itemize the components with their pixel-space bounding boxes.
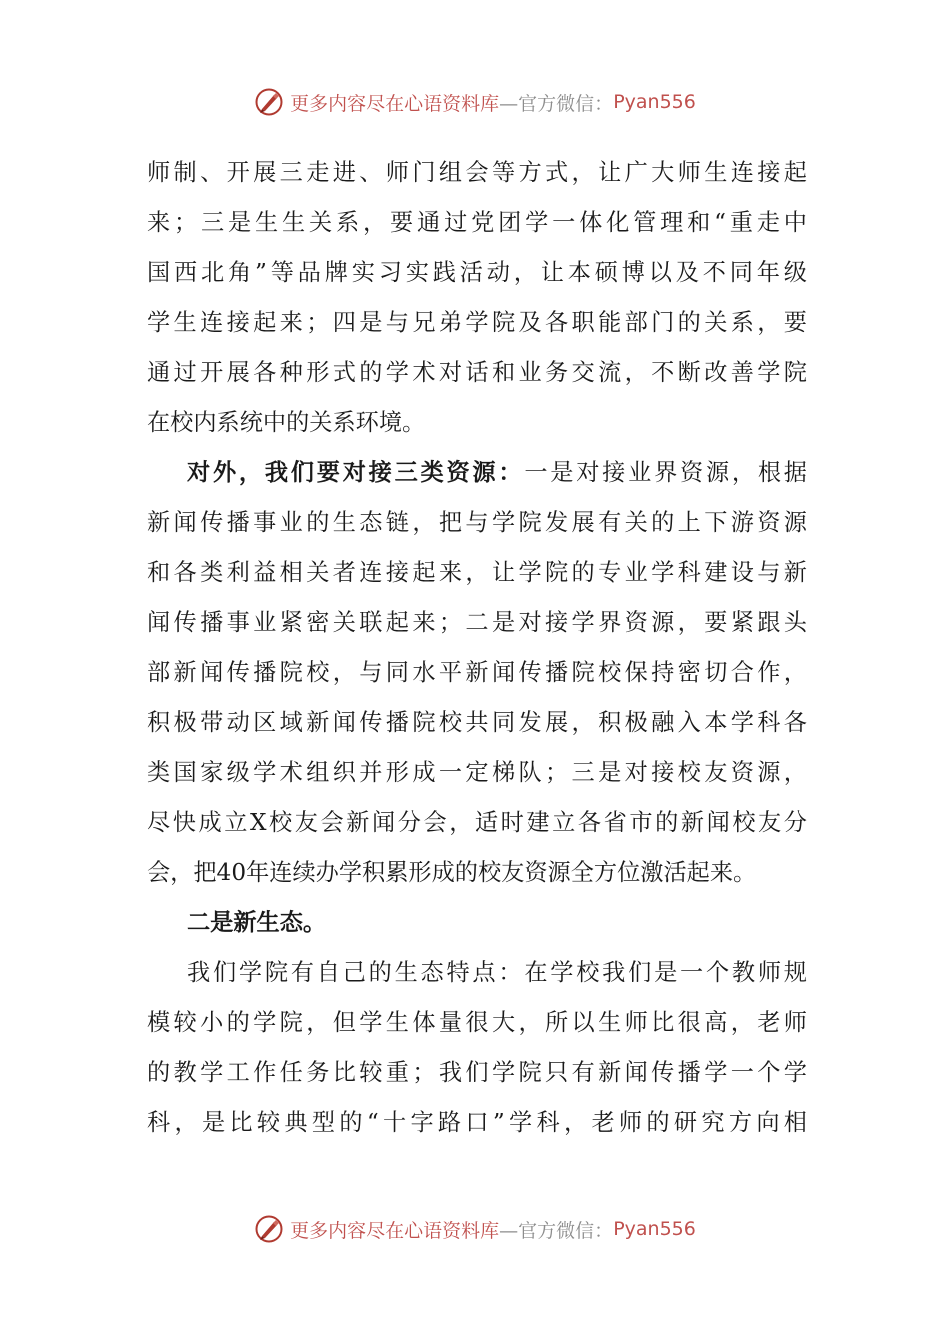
text-line: 通过开展各种形式的学术对话和业务交流，不断改善学院 [147, 359, 807, 386]
footer-banner [0, 1209, 950, 1249]
banner-wechat-label: —官方微信： [499, 1219, 614, 1242]
text-line: 部新闻传播院校，与同水平新闻传播院校保持密切合作， [147, 659, 807, 686]
text-line: 我们学院有自己的生态特点：在学校我们是一个教师规 [187, 959, 807, 986]
text-line: 闻传播事业紧密关联起来；二是对接学界资源，要紧跟头 [147, 609, 807, 636]
paragraph-lead-rest: 一是对接业界资源，根据 [524, 459, 807, 486]
banner-wechat-id: Pyan556 [613, 91, 696, 113]
text-line: 积极带动区域新闻传播院校共同发展，积极融入本学科各 [147, 709, 807, 736]
text-line: 模较小的学院，但学生体量很大，所以生师比很高，老师 [147, 1009, 807, 1036]
banner-wechat-label: —官方微信： [499, 92, 614, 115]
text-line: 国西北角”等品牌实习实践活动，让本硕博以及不同年级 [147, 259, 807, 286]
text-line: 会，把40年连续办学积累形成的校友资源全方位激活起来。 [147, 859, 757, 886]
text-line: 新闻传播事业的生态链，把与学院发展有关的上下游资源 [147, 509, 807, 536]
banner-text: 更多内容尽在心语资料库 [290, 1219, 500, 1242]
text-line [147, 448, 807, 498]
header-banner [0, 82, 950, 122]
text-line: 和各类利益相关者连接起来，让学院的专业学科建设与新 [147, 559, 807, 586]
pen-logo-icon [254, 87, 284, 117]
text-line: 尽快成立X校友会新闻分会，适时建立各省市的新闻校友分 [147, 809, 807, 836]
text-line: 的教学工作任务比较重；我们学院只有新闻传播学一个学 [147, 1059, 807, 1086]
text-line: 科，是比较典型的“十字路口”学科，老师的研究方向相 [147, 1109, 807, 1136]
text-line: 来；三是生生关系，要通过党团学一体化管理和“重走中 [147, 209, 807, 236]
section-heading: 二是新生态。 [187, 909, 327, 936]
text-line: 在校内系统中的关系环境。 [147, 409, 426, 436]
pen-logo-icon [254, 1214, 284, 1244]
text-line: 学生连接起来；四是与兄弟学院及各职能部门的关系，要 [147, 309, 807, 336]
document-body [147, 148, 807, 1148]
text-line: 师制、开展三走进、师门组会等方式，让广大师生连接起 [147, 159, 807, 186]
paragraph-lead-bold: 对外，我们要对接三类资源： [187, 459, 525, 486]
banner-wechat-id: Pyan556 [613, 1218, 696, 1240]
text-line: 类国家级学术组织并形成一定梯队；三是对接校友资源， [147, 759, 807, 786]
banner-text: 更多内容尽在心语资料库 [290, 92, 500, 115]
